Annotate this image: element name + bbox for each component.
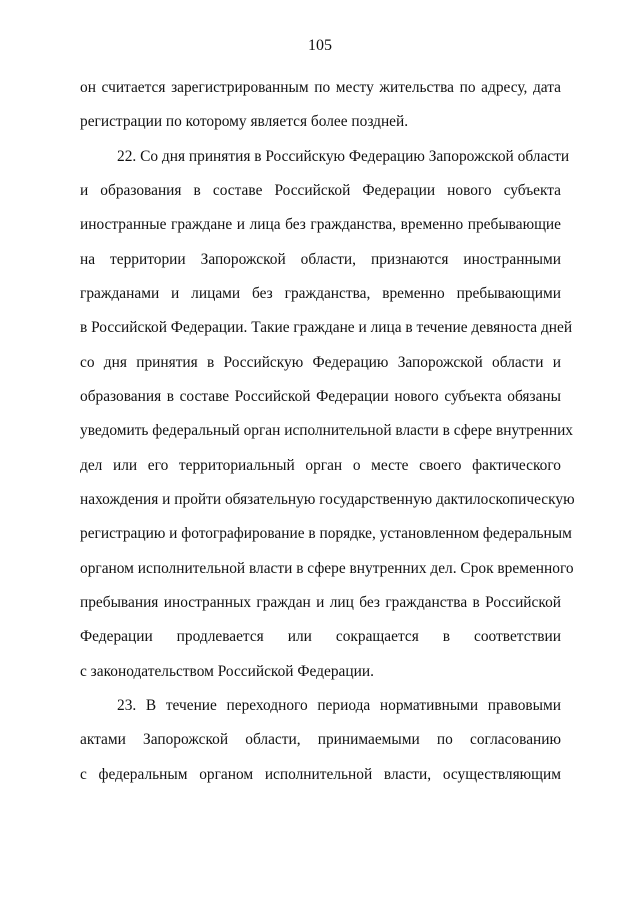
text-line: гражданами и лицами без гражданства, временно пребывающими (80, 285, 561, 302)
text-line: регистрации по которому является более поздней. (80, 113, 409, 130)
text-line: нахождения и пройти обязательную государственную дактилоскопическую (80, 491, 575, 508)
text-line: пребывания иностранных граждан и лиц без гражданства в Российской (80, 594, 561, 611)
text-line: иностранные граждане и лица без гражданства, временно пребывающие (80, 216, 561, 233)
text-line: он считается зарегистрированным по месту жительства по адресу, дата (80, 79, 561, 96)
text-line: органом исполнительной власти в сфере внутренних дел. Срок временного (80, 560, 574, 577)
paragraph-22-first-line: 22. Со дня принятия в Российскую Федерацию Запорожской области (117, 148, 570, 165)
text-line: образования в составе Российской Федерации нового субъекта обязаны (80, 388, 561, 405)
paragraph-23-first-line: 23. В течение переходного периода нормативными правовыми (117, 697, 561, 714)
text-line: актами Запорожской области, принимаемыми по согласованию (80, 731, 561, 748)
text-line: с федеральным органом исполнительной власти, осуществляющим (80, 766, 561, 783)
text-line: в Российской Федерации. Такие граждане и лица в течение девяноста дней (80, 319, 573, 336)
page-number: 105 (308, 37, 332, 54)
text-line: регистрацию и фотографирование в порядке, установленном федеральным (80, 525, 572, 542)
text-line: на территории Запорожской области, признаются иностранными (80, 251, 561, 268)
text-line: и образования в составе Российской Федерации нового субъекта (80, 182, 561, 199)
text-line: дел или его территориальный орган о месте своего фактического (80, 457, 561, 474)
text-line: уведомить федеральный орган исполнительной власти в сфере внутренних (80, 422, 573, 439)
text-line: Федерации продлевается или сокращается в соответствии (80, 628, 561, 645)
text-line: с законодательством Российской Федерации. (80, 663, 374, 680)
text-line: со дня принятия в Российскую Федерацию Запорожской области и (80, 354, 561, 371)
